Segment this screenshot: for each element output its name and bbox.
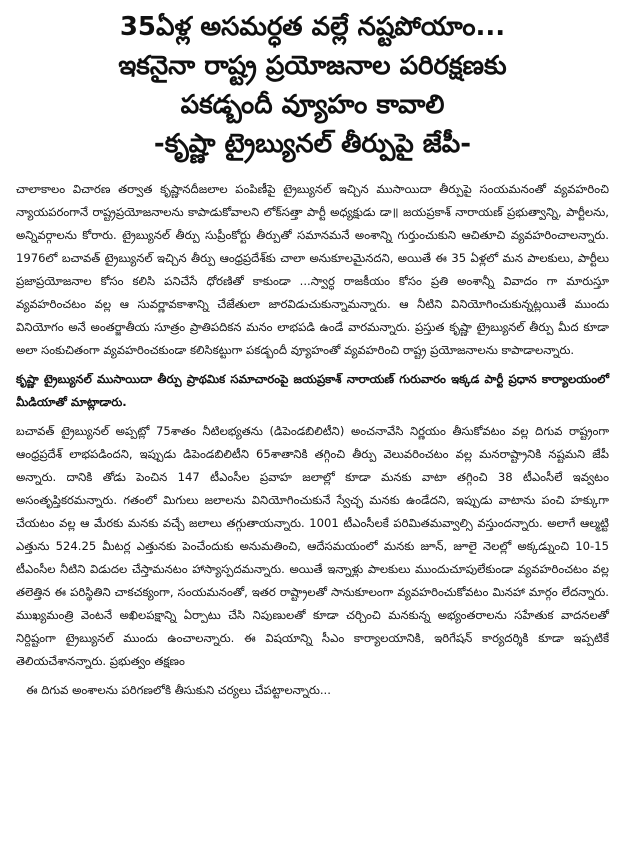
paragraph-1: చాలాకాలం విచారణ తర్వాత కృష్ణానదీజలాల పంపిణీపై ట్రైబ్యునల్ ఇచ్చిన ముసాయిదా తీర్పుపై సంయమనంతో వ్యవహరించి న్యాయపరంగానే రాష్ట్రప్రయోజనాలను కాపాడుకోవాలని లోక్‌సత్తా పార్టీ అధ్యక్షుడు డా॥ జయప్రకాశ్ నారాయణ్ ప్రభుత్వాన్ని, పార్టీలను, అన్నివర్గాలను కోరారు. ట్రైబ్యునల్ తీర్పు సుప్రీంకోర్టు తీర్పుతో సమానమనే అంశాన్ని గుర్తుంచుకుని ఆచితూచి వ్యవహరించాలన్నారు. 1976లో బచావత్ ట్రైబ్యునల్ ఇచ్చిన తీర్పు ఆంధ్రప్రదేశ్‌కు చాలా అనుకూలమైనదని, అయితే ఈ 35 ఏళ్లలో మన పాలకులు, పార్టీలు ప్రజాప్రయోజనాల కోసం కలిసి పనిచేసే ధోరణితో కాకుండా ...స్వార్ధ రాజకీయం కోసం ప్రతి అంశాన్నీ వివాదం గా మారుస్తూ వ్యవహరించటం వల్ల ఆ సువర్ణావకాశాన్ని చేజేతులా జారవిడుచుకున్నామన్నారు. ఆ నీటిని వినియోగించుకున్నట్లయితే ముందు వినియోగం అనే అంతర్జాతీయ సూత్రం ప్రాతిపదికన మనం లాభపడి ఉండే వారమన్నారు. ప్రస్తుత కృష్ణా ట్రైబ్యునల్ తీర్పు మీద కూడా అలా సంకుచితంగా వ్యవహరించకుండా కలిసికట్టుగా పకడ్బందీ వ్యూహంతో వ్యవహరించి రాష్ట్ర ప్రయోజనాలను కాపాడాలన్నారు. [16,182,609,357]
paragraph-4: ఈ దిగువ అంశాలను పరిగణలోకి తీసుకుని చర్యలు చేపట్టాలన్నారు... [26,683,331,697]
headline-line-2: ఇకనైనా రాష్ట్ర ప్రయోజనాల పరిరక్షణకు [118,51,507,81]
headline-line-1: 35ఏళ్ల అసమర్ధత వల్లే నష్టపోయాం... [119,12,506,42]
headline-line-4: -కృష్ణా ట్రైబ్యునల్ తీర్పుపై జేపీ- [153,129,472,159]
headline-line-3: పకడ్బందీ వ్యూహం కావాలి [180,90,445,120]
paragraph-2-lead: కృష్ణా ట్రైబ్యునల్ ముసాయిదా తీర్పు ప్రాథమిక సమాచారంపై జయప్రకాశ్ నారాయణ్ గురువారం ఇక్కడ పార్టీ ప్రధాన కార్యాలయంలో మీడియాతో మాట్లాడారు. [16,372,609,409]
article-body [16,178,609,702]
paragraph-3: బచావత్ ట్రైబ్యునల్ అప్పట్లో 75శాతం నీటిలభ్యతను (డిపెండబిలిటీని) అంచనావేసి నిర్ణయం తీసుకోవటం వల్ల దిగువ రాష్ట్రంగా ఆంధ్రప్రదేశ్ లాభపడిందని, ఇప్పుడు డిపెండబిలిటీని 65శాతానికి తగ్గించి తీర్పు వెలువరించటం వల్ల మనరాష్ట్రానికి నష్టమని జేపీ అన్నారు. దానికి తోడు పెంచిన 147 టీఎంసీల ప్రవాహ జలాల్లో కూడా మనకు వాటా తగ్గించి 38 టీఎంసీలే ఇవ్వటం అసంతృప్తికరమన్నారు. గతంలో మిగులు జలాలను వినియోగించుకునే స్వేచ్ఛ మనకు ఉండేదని, ఇప్పుడు వాటాను పంచి హక్కుగా చేయటం వల్ల ఆ మేరకు మనకు వచ్చే జలాలు తగ్గుతాయన్నారు. 1001 టీఎంసీలకే పరిమితమవ్వాల్సి వస్తుందన్నారు. అలాగే ఆల్మట్టి ఎత్తును 524.25 మీటర్ల ఎత్తునకు పెంచేందుకు అనుమతించి, ఆదేసమయంలో మనకు జూన్, జూలై నెలల్లో అక్కడ్నుంచి 10-15 టీఎంసీల నీటిని విడుదల చేస్తామనటం హాస్యాస్పదమన్నారు. అయితే ఇన్నాళ్లు పాలకులు ముందుచూపులేకుండా వ్యవహరించటం వల్ల తలెత్తిన ఈ పరిస్థితిని చాకచక్యంగా, సంయమనంతో, ఇతర రాష్ట్రాలతో సానుకూలంగా వ్యవహరించుకోవటం మినహా మార్గం లేదన్నారు. ముఖ్యమంత్రి వెంటనే అఖిలపక్షాన్ని ఏర్పాటు చేసి నిపుణులతో కూడా చర్చించి మనకున్న అభ్యంతరాలను సహేతుక వాదనలతో నిర్దిష్టంగా ట్రైబ్యునల్ ముందు ఉంచాలన్నారు. ఈ విషయాన్ని సీఎం కార్యాలయానికి, ఇరిగేషన్ కార్యదర్శికి కూడా ఇప్పటికే తెలియచేశానన్నారు. ప్రభుత్వం తక్షణం [16,424,609,668]
headline [16,8,609,164]
